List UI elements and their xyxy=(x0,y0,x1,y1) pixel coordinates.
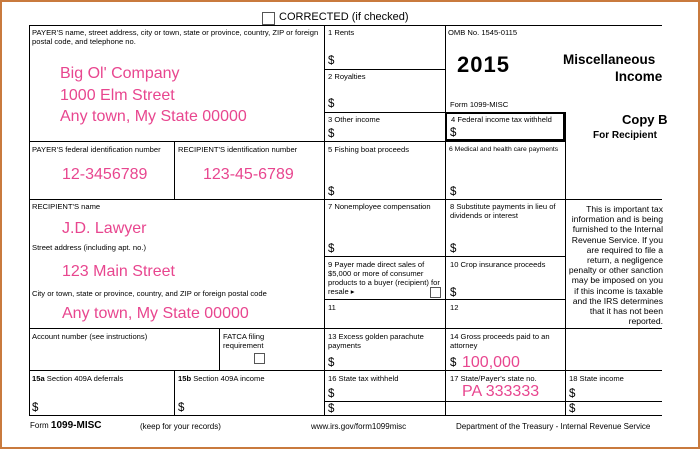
box-8-dollar[interactable]: $ xyxy=(450,243,457,255)
rule xyxy=(29,370,662,371)
box-14-label: 14 Gross proceeds paid to an attorney xyxy=(450,332,550,350)
fatca-label-2: requirement xyxy=(223,341,264,350)
recipient-street[interactable]: 123 Main Street xyxy=(62,263,175,280)
box-15b-num: 15b xyxy=(178,374,192,383)
box-3-dollar[interactable]: $ xyxy=(328,128,335,140)
box-4-label: 4 Federal income tax withheld xyxy=(451,115,552,124)
rule xyxy=(29,141,565,142)
box-5-label: 5 Fishing boat proceeds xyxy=(328,145,410,154)
box-15b-label: Section 409A income xyxy=(193,374,265,383)
box-11-label: 11 xyxy=(328,303,336,312)
rule xyxy=(324,69,445,70)
box-18-dollar-2[interactable]: $ xyxy=(569,403,576,415)
omb-number: OMB No. 1545-0115 xyxy=(448,28,518,37)
rule xyxy=(324,25,325,415)
box-9-checkbox[interactable] xyxy=(430,287,441,298)
for-recipient: For Recipient xyxy=(593,130,657,141)
payer-fed-id[interactable]: 12-3456789 xyxy=(62,166,148,183)
box-10-dollar[interactable]: $ xyxy=(450,287,457,299)
corrected-checkbox[interactable] xyxy=(262,12,275,25)
box-6-label: 6 Medical and health care payments xyxy=(449,146,559,153)
recipient-city[interactable]: Any town, My State 00000 xyxy=(62,305,249,322)
box-2-dollar[interactable]: $ xyxy=(328,98,335,110)
box-16-label: 16 State tax withheld xyxy=(328,374,399,383)
footer-form-name: 1099-MISC xyxy=(50,420,102,431)
payer-name[interactable]: Big Ol' Company xyxy=(60,65,180,82)
box-12-label: 12 xyxy=(450,303,459,312)
box-15a-label: Section 409A deferrals xyxy=(46,374,124,383)
box-2-label: 2 Royalties xyxy=(328,72,366,81)
box-17-label: 17 State/Payer's state no. xyxy=(450,374,537,383)
box-15b-dollar[interactable]: $ xyxy=(178,402,185,414)
box-1-label: 1 Rents xyxy=(328,28,355,37)
box-13-dollar[interactable]: $ xyxy=(328,357,335,369)
corrected-label: CORRECTED (if checked) xyxy=(279,11,409,23)
street-label: Street address (including apt. no.) xyxy=(32,243,146,252)
payer-city[interactable]: Any town, My State 00000 xyxy=(60,108,247,125)
rule xyxy=(29,199,662,200)
tax-year: 2015 xyxy=(457,52,510,77)
box-13-label: 13 Excess golden parachute payments xyxy=(328,332,424,350)
box-3-label: 3 Other income xyxy=(328,115,380,124)
fatca-label-1: FATCA filing xyxy=(223,332,265,341)
rule xyxy=(219,328,220,370)
box-15a-num: 15a xyxy=(32,374,45,383)
box-1-dollar[interactable]: $ xyxy=(328,55,335,67)
footer-department: Department of the Treasury - Internal Revenue Service xyxy=(456,422,651,431)
form-title-1: Miscellaneous xyxy=(563,52,656,67)
account-label: Account number (see instructions) xyxy=(32,332,148,341)
rule xyxy=(174,141,175,199)
rule xyxy=(29,328,662,329)
rule xyxy=(29,25,662,26)
box-9-label: 9 Payer made direct sales of $5,000 or more of consumer products to a buyer (recipient) for resale ▸ xyxy=(328,260,440,296)
rule xyxy=(29,415,662,416)
box-7-label: 7 Nonemployee compensation xyxy=(328,202,431,211)
recipient-name[interactable]: J.D. Lawyer xyxy=(62,220,147,237)
payer-street[interactable]: 1000 Elm Street xyxy=(60,87,175,104)
payer-fed-id-label: PAYER'S federal identification number xyxy=(32,145,161,154)
box-6-dollar[interactable]: $ xyxy=(450,186,457,198)
city-label: City or town, state or province, country, and ZIP or foreign postal code xyxy=(32,289,267,298)
box-5-dollar[interactable]: $ xyxy=(328,186,335,198)
rule xyxy=(324,401,662,402)
recipient-id-label: RECIPIENT'S identification number xyxy=(178,145,298,154)
box-16-dollar-1[interactable]: $ xyxy=(328,388,335,400)
rule xyxy=(324,112,445,113)
box-7-dollar[interactable]: $ xyxy=(328,243,335,255)
box-14-value[interactable]: 100,000 xyxy=(462,354,520,371)
copy-b: Copy B xyxy=(622,112,668,127)
recipient-id[interactable]: 123-45-6789 xyxy=(203,166,294,183)
box-4-dollar[interactable]: $ xyxy=(450,127,457,139)
box-18-dollar-1[interactable]: $ xyxy=(569,388,576,400)
footer-form-word: Form xyxy=(30,421,49,430)
box-17-value[interactable]: PA 333333 xyxy=(462,383,540,400)
rule xyxy=(565,112,566,415)
box-16-dollar-2[interactable]: $ xyxy=(328,403,335,415)
recipient-name-label: RECIPIENT'S name xyxy=(32,202,101,211)
important-tax-notice: This is important tax information and is being furnished to the Internal Revenue Service. If you are required to file a return, a negligence penalty or other sanction may be imposed on you if this income is taxable and the IRS determines that it has not been reported. xyxy=(568,204,663,327)
footer-keep: (keep for your records) xyxy=(140,422,221,431)
box-8-label: 8 Substitute payments in lieu of dividends or interest xyxy=(450,202,556,220)
box-15a-dollar[interactable]: $ xyxy=(32,402,39,414)
form-label: Form 1099-MISC xyxy=(450,100,509,109)
box-18-label: 18 State income xyxy=(569,374,624,383)
fatca-checkbox[interactable] xyxy=(254,353,265,364)
rule xyxy=(445,25,446,415)
box-14-dollar: $ xyxy=(450,357,457,369)
rule xyxy=(174,370,175,415)
footer-url[interactable]: www.irs.gov/form1099misc xyxy=(311,422,407,431)
rule xyxy=(29,25,30,415)
form-title-2: Income xyxy=(615,69,663,84)
box-10-label: 10 Crop insurance proceeds xyxy=(450,260,546,269)
payer-info-label: PAYER'S name, street address, city or town, state or province, country, ZIP or foreign postal code, and telephone no. xyxy=(32,28,319,46)
